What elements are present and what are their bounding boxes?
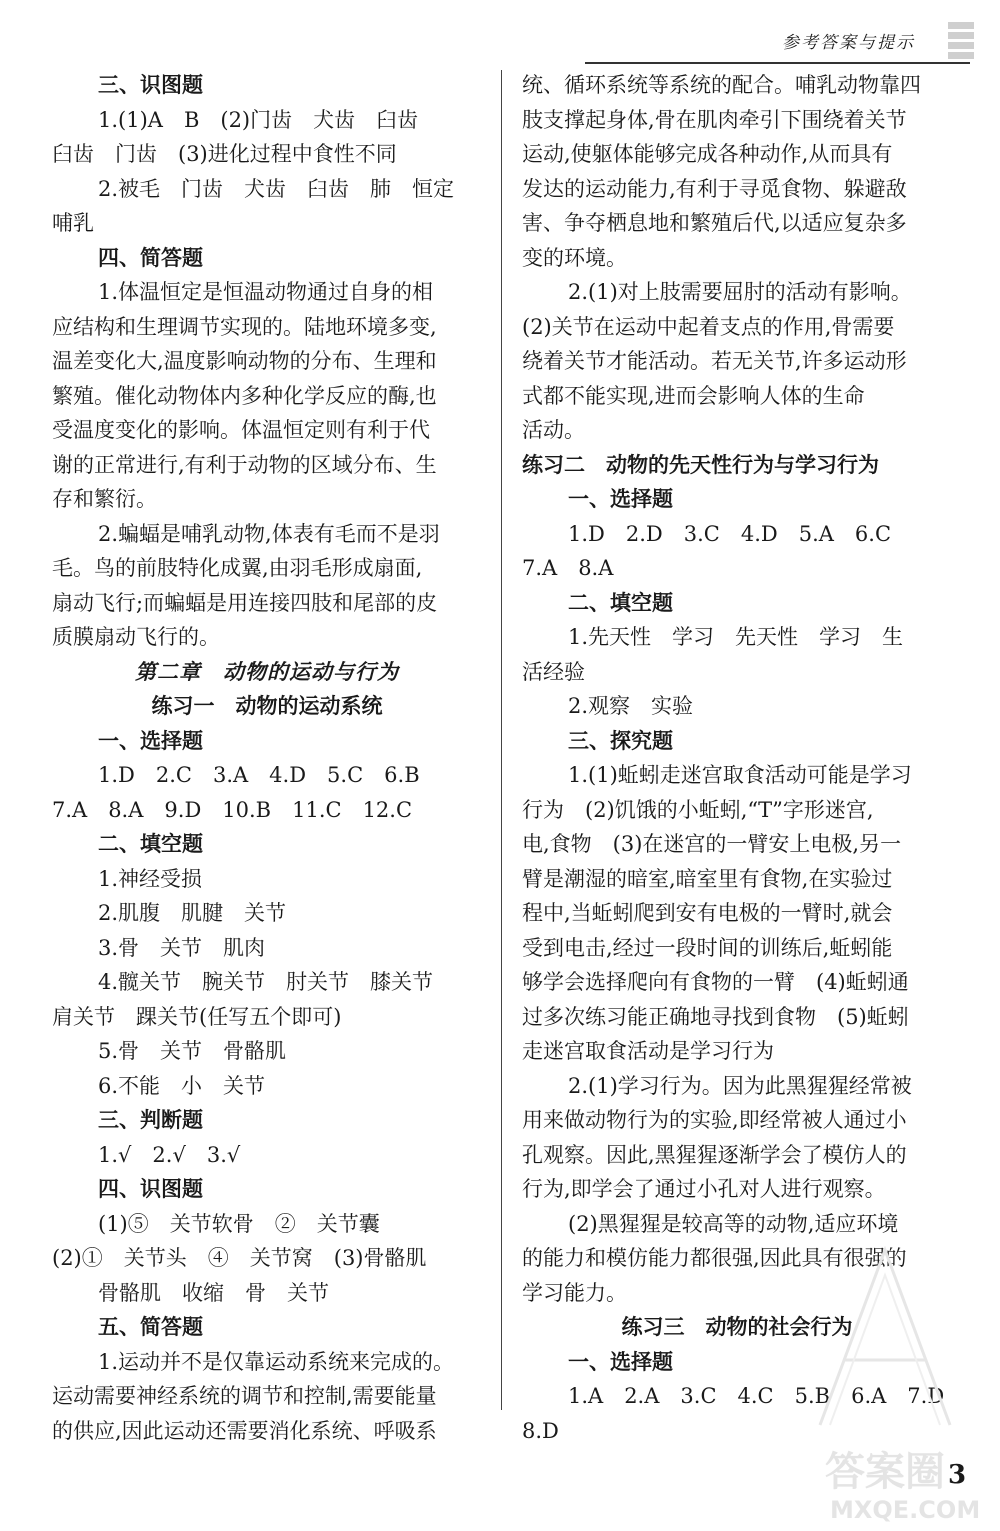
text-line: 4.髋关节 腕关节 肘关节 膝关节 [98, 970, 434, 994]
text-line: 二、填空题 [98, 831, 203, 856]
text-line: 质膜扇动飞行的。 [52, 625, 220, 649]
watermark-url: MXQE.COM [830, 1496, 981, 1524]
text-line: 谢的正常进行,有利于动物的区域分布、生 [52, 452, 437, 477]
text-line: 三、探究题 [568, 727, 673, 753]
text-line: 扇动飞行;而蝙蝠是用连接四肢和尾部的皮 [52, 590, 438, 615]
text-line: 够学会选择爬向有食物的一臂 (4)蚯蚓通 [522, 970, 909, 994]
text-line: 肩关节 踝关节(任写五个即可) [52, 1004, 342, 1029]
text-line: 8.D [522, 1418, 559, 1443]
text-line: 1.先天性 学习 先天性 学习 生 [568, 625, 904, 649]
text-line: 练习三 动物的社会行为 [621, 1314, 853, 1339]
text-line: 1.D 2.D 3.C 4.D 5.A 6.C [568, 521, 892, 546]
text-line: 二、填空题 [568, 589, 673, 615]
text-line: 活动。 [522, 418, 585, 442]
column-divider [501, 70, 502, 1410]
text-line: 2.(1)对上肢需要屈肘的活动有影响。 [568, 280, 912, 304]
text-line: 2.观察 实验 [568, 694, 694, 718]
text-line: 1.D 2.C 3.A 4.D 5.C 6.B [98, 763, 420, 787]
text-line: 学习能力。 [522, 1280, 627, 1305]
text-line: 哺乳 [52, 211, 94, 235]
text-line: 1.√ 2.√ 3.√ [98, 1142, 241, 1167]
text-line: 走迷宫取食活动是学习行为 [522, 1039, 774, 1063]
text-line: 应结构和生理调节实现的。陆地环境多变, [52, 314, 437, 339]
letter-a-decoration [800, 1240, 970, 1430]
text-line: 用来做动物行为的实验,即经常被人通过小 [522, 1108, 907, 1132]
text-line: 7.A 8.A 9.D 10.B 11.C 12.C [52, 797, 413, 822]
text-line: 的能力和模仿能力都很强,因此具有很强的 [522, 1246, 907, 1270]
text-line: 受到电击,经过一段时间的训练后,蚯蚓能 [522, 935, 893, 960]
text-line: 三、识图题 [98, 72, 203, 97]
text-line: 练习一 动物的运动系统 [151, 693, 383, 718]
header-rule [585, 62, 970, 64]
text-line: (2)黑猩猩是较高等的动物,适应环境 [568, 1211, 899, 1236]
text-line: 温差变化大,温度影响动物的分布、生理和 [52, 349, 437, 373]
text-line: 5.骨 关节 骨骼肌 [98, 1039, 287, 1063]
text-line: 式都不能实现,进而会影响人体的生命 [522, 383, 865, 408]
text-line: 的供应,因此运动还需要消化系统、呼吸系 [52, 1418, 437, 1443]
text-line: 四、识图题 [98, 1176, 203, 1201]
text-line: 练习二 动物的先天性行为与学习行为 [522, 451, 879, 477]
text-line: 一、选择题 [568, 486, 673, 511]
text-line: 第二章 动物的运动与行为 [135, 658, 399, 684]
text-line: 发达的运动能力,有利于寻觅食物、躲避敌 [522, 176, 907, 201]
text-line: 运动,使躯体能够完成各种动作,从而具有 [522, 142, 893, 166]
text-line: 3.骨 关节 肌肉 [98, 935, 266, 960]
text-line: 骨骼肌 收缩 骨 关节 [98, 1280, 329, 1305]
text-line: 繁殖。催化动物体内多种化学反应的酶,也 [52, 383, 437, 408]
text-line: 一、选择题 [568, 1348, 673, 1374]
page-number: 3 [948, 1460, 967, 1490]
text-line: 1.(1)A B (2)门齿 犬齿 臼齿 [98, 107, 419, 132]
text-line: 2.肌腹 肌腱 关节 [98, 901, 287, 925]
text-line: 变的环境。 [522, 245, 627, 270]
text-line: 臼齿 门齿 (3)进化过程中食性不同 [52, 142, 397, 166]
text-line: 孔观察。因此,黑猩猩逐渐学会了模仿人的 [522, 1142, 907, 1167]
text-line: 6.不能 小 关节 [98, 1073, 266, 1098]
text-line: 行为 (2)饥饿的小蚯蚓,“T”字形迷宫, [522, 797, 874, 822]
text-line: 绕着关节才能活动。若无关节,许多运动形 [522, 349, 907, 373]
text-line: 臂是潮湿的暗室,暗室里有食物,在实验过 [522, 866, 893, 891]
text-line: 1.体温恒定是恒温动物通过自身的相 [98, 280, 434, 304]
text-line: 统、循环系统等系统的配合。哺乳动物靠四 [522, 73, 921, 97]
text-line: 毛。鸟的前肢特化成翼,由羽毛形成扇面, [52, 556, 423, 580]
left-column [52, 68, 482, 1448]
watermark-logo-text: 答案圈 [825, 1449, 945, 1495]
text-line: 运动需要神经系统的调节和控制,需要能量 [52, 1384, 437, 1408]
text-line: 五、简答题 [98, 1314, 203, 1339]
text-line: 1.神经受损 [98, 866, 203, 891]
text-line: 1.(1)蚯蚓走迷宫取食活动可能是学习 [568, 763, 912, 787]
text-line: 1.运动并不是仅靠运动系统来完成的。 [98, 1349, 455, 1374]
text-line: 7.A 8.A [522, 556, 614, 580]
text-line: 受温度变化的影响。体温恒定则有利于代 [52, 418, 430, 442]
text-line: (1)⑤ 关节软骨 ② 关节囊 [98, 1211, 380, 1236]
text-line: 1.A 2.A 3.C 4.C 5.B 6.A 7.D [568, 1384, 945, 1408]
text-line: 行为,即学会了通过小孔对人进行观察。 [522, 1177, 886, 1201]
text-line: 害、争夺栖息地和繁殖后代,以适应复杂多 [522, 211, 907, 235]
text-line: 电,食物 (3)在迷宫的一臂安上电极,另一 [522, 832, 902, 856]
text-line: 肢支撑起身体,骨在肌肉牵引下围绕着关节 [522, 107, 907, 132]
text-line: 四、简答题 [98, 244, 203, 270]
text-line: 存和繁衍。 [52, 487, 157, 511]
text-line: 过多次练习能正确地寻找到食物 (5)蚯蚓 [522, 1004, 909, 1029]
text-line: 2.蝙蝠是哺乳动物,体表有毛而不是羽 [98, 521, 440, 546]
header-decoration [948, 22, 974, 60]
text-line: 三、判断题 [98, 1107, 203, 1132]
text-line: 2.(1)学习行为。因为此黑猩猩经常被 [568, 1073, 912, 1098]
text-line: 活经验 [522, 659, 585, 684]
text-line: (2)关节在运动中起着支点的作用,骨需要 [522, 314, 895, 339]
text-line: 一、选择题 [98, 727, 203, 753]
text-line: 程中,当蚯蚓爬到安有电极的一臂时,就会 [522, 901, 893, 925]
text-line: (2)① 关节头 ④ 关节窝 (3)骨骼肌 [52, 1246, 427, 1270]
text-line: 2.被毛 门齿 犬齿 臼齿 肺 恒定 [98, 176, 455, 201]
page-header-title: 参考答案与提示 [782, 33, 915, 53]
